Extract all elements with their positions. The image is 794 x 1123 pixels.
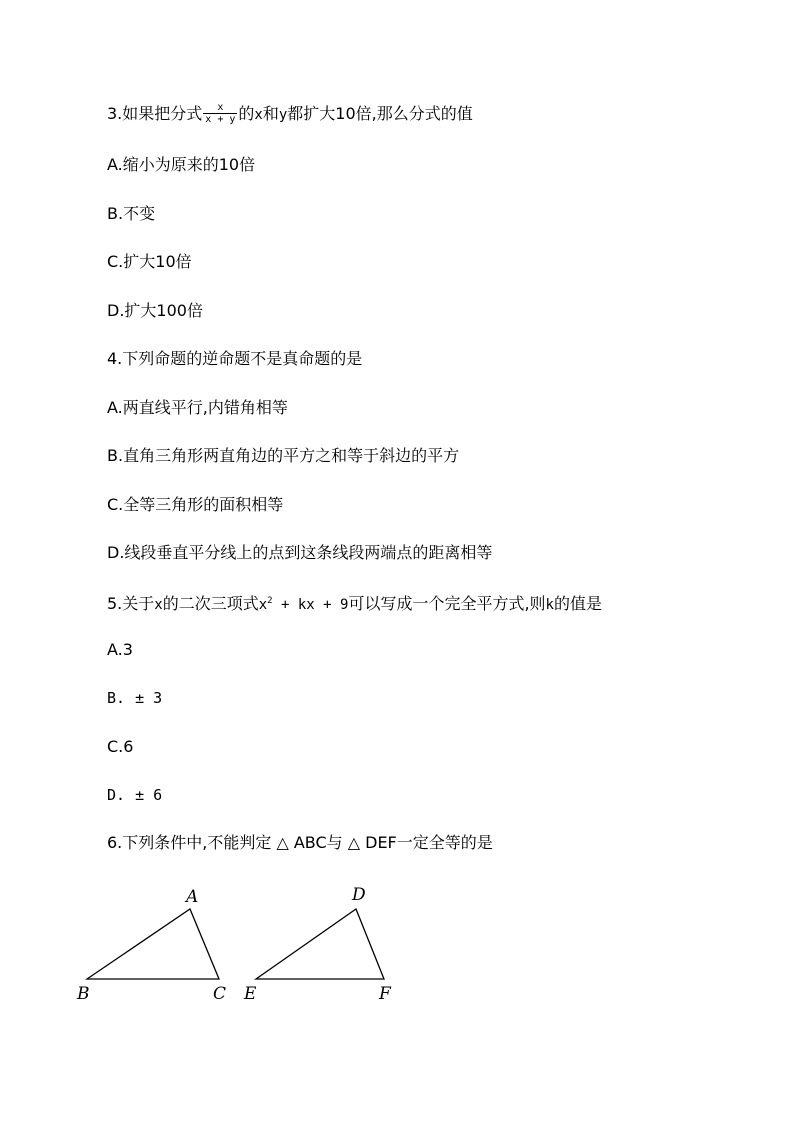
q3-option-a: A.缩小为原来的10倍 [107,155,256,174]
q5-mid: 的二次三项式 [162,594,259,613]
q4-option-c: C.全等三角形的面积相等 [107,495,284,514]
q3-mid1: 的 [238,104,255,123]
q3-option-d: D.扩大100倍 [107,301,203,320]
expr-base: x [258,597,268,613]
vertex-label-d: D [352,885,366,905]
q5-option-d-label: D. [107,786,126,804]
q4-option-b: B.直角三角形两直角边的平方之和等于斜边的平方 [107,446,460,465]
fraction-denominator: x + y [205,114,236,125]
triangles-figure [70,878,410,1013]
fraction-x-over-x-plus-y [203,102,237,125]
vertex-label-e: E [244,984,257,1004]
question-5-stem [107,591,602,615]
expr-rest: + kx + 9 [272,597,349,613]
q5-option-b [107,688,162,708]
triangle-abc [87,909,219,979]
quadratic-expression [259,597,349,613]
fraction-numerator: x [203,102,237,114]
q5-option-c: C.6 [107,737,134,756]
q5-suffix: 的值是 [553,594,602,613]
q4-option-a: A.两直线平行,内错角相等 [107,398,288,417]
vertex-label-a: A [186,887,199,907]
q5-mid2: 可以写成一个完全平方式,则 [348,594,546,613]
triangle-def [256,909,384,979]
q5-option-d [107,785,162,805]
expr-exponent: 2 [267,596,273,606]
q3-var-x: x [254,107,263,123]
question-6-stem: 6.下列条件中,不能判定 △ ABC与 △ DEF一定全等的是 [107,833,493,852]
q5-option-b-value: ± 3 [135,689,163,707]
q3-mid2: 和 [262,104,279,123]
q3-var-y: y [278,107,288,123]
vertex-label-f: F [379,984,391,1004]
question-4-stem: 4.下列命题的逆命题不是真命题的是 [107,349,363,368]
vertex-label-b: B [77,984,90,1004]
question-3-stem [107,103,473,126]
q3-suffix: 都扩大10倍,那么分式的值 [287,104,473,123]
q5-option-a: A.3 [107,640,133,659]
vertex-label-c: C [213,984,227,1004]
q3-option-c: C.扩大10倍 [107,252,192,271]
q5-var-x: x [154,597,163,613]
q3-prefix: 3.如果把分式 [107,104,203,123]
q5-option-b-label: B. [107,689,126,707]
q5-prefix: 5.关于 [107,594,155,613]
q5-var-k: k [545,597,554,613]
q5-option-d-value: ± 6 [135,786,163,804]
q3-option-b: B.不变 [107,204,156,223]
q4-option-d: D.线段垂直平分线上的点到这条线段两端点的距离相等 [107,543,493,562]
